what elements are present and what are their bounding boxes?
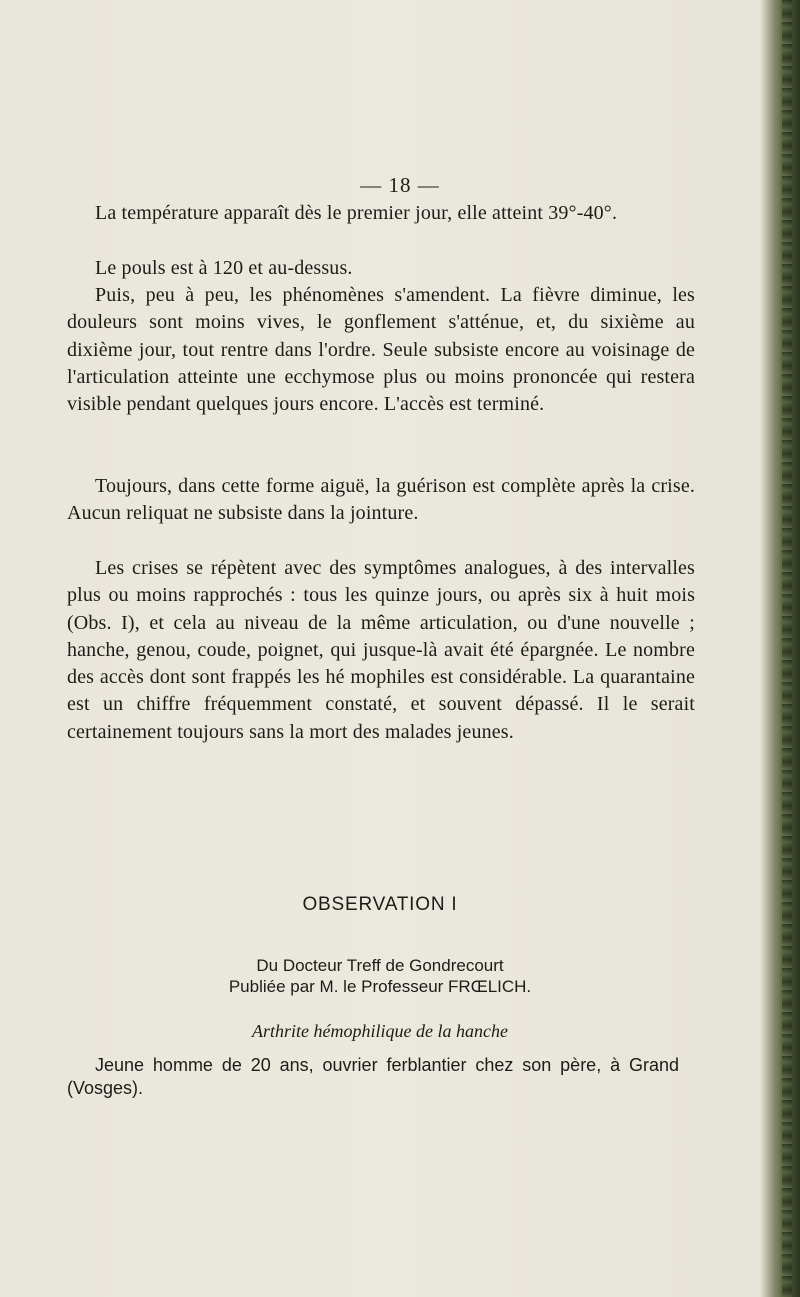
observation-author: Du Docteur Treff de Gondrecourt <box>256 956 504 975</box>
observation-subtitle: Arthrite hémophilique de la hanche <box>252 1021 508 1041</box>
paragraph-recovery: Puis, peu à peu, les phénomènes s'amendent. La fièvre diminue, les douleurs sont moins vives, le gonflement s'atténue, et, du sixième au dixième jour, tout rentre dans l'ordre. Seule subsiste encore au voisinage de l'articulation atteinte une ecchymose plus ou moins prononcée qui restera visible pendant quelques jours encore. L'accès est terminé. <box>67 284 695 416</box>
page-number: — 18 — <box>360 173 440 197</box>
paragraph-recurrence: Les crises se répètent avec des symptômes analogues, à des intervalles plus ou moins rapprochés : tous les quinze jours, ou après six à huit mois (Obs. I), et cela au niveau de la même articulation, ou d'une nouvelle ; hanche, genou, coude, poignet, qui jusque-là avait été épargnée. Le nombre des accès dont sont frappés les hé mophiles est considérable. La quarantaine est un chiffre fréquemment constaté, et souvent dépassé. Il le serait certainement toujours sans la mort des malades jeunes. <box>67 557 695 743</box>
paragraph-temperature: La température apparaît dès le premier jour, elle atteint 39°-40°. <box>95 202 618 224</box>
observation-case-text: Jeune homme de 20 ans, ouvrier ferblantier chez son père, à Grand (Vosges). <box>67 1055 679 1098</box>
paragraph-healing: Toujours, dans cette forme aiguë, la guérison est complète après la crise. Aucun reliquat ne subsiste dans la jointure. <box>67 475 695 525</box>
observation-publisher: Publiée par M. le Professeur FRŒLICH. <box>228 977 532 996</box>
binding-edge-texture <box>782 0 792 1297</box>
binding-edge <box>760 0 800 1297</box>
paragraph-pulse: Le pouls est à 120 et au-dessus. <box>95 257 353 279</box>
observation-heading: OBSERVATION I <box>302 894 458 915</box>
